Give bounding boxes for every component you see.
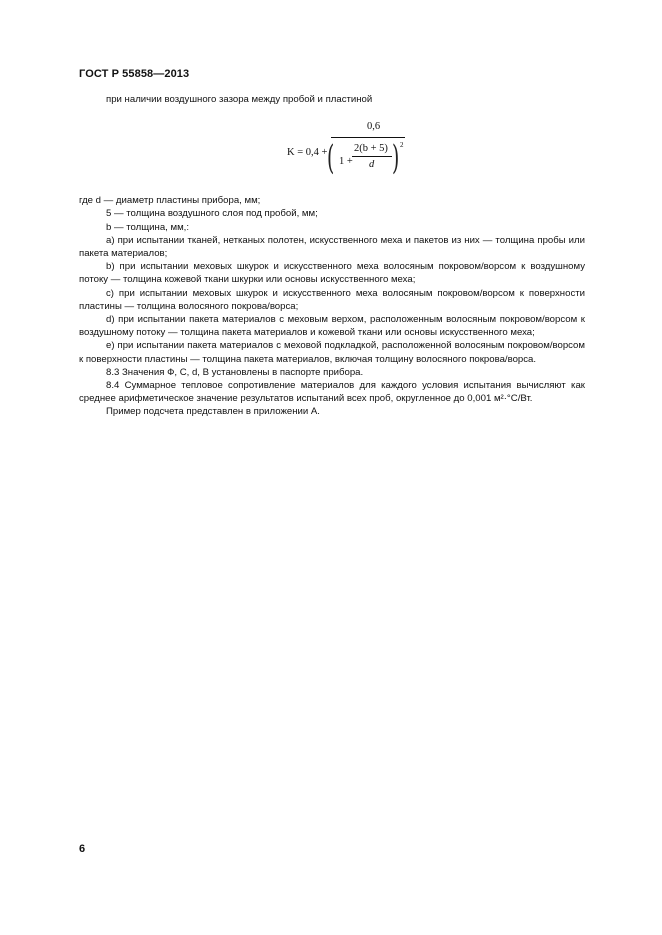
document-header: ГОСТ Р 55858—2013: [79, 68, 190, 80]
document-body: [79, 93, 585, 419]
page-number: 6: [79, 843, 86, 855]
clause-8-3: 8.3 Значения Ф, C, d, B установлены в паспорте прибора.: [106, 366, 364, 378]
example-reference: Пример подсчета представлен в приложении А.: [106, 406, 320, 418]
clause-8-4: 8.4 Суммарное тепловое сопротивление материалов для каждого условия испытания вычисляют как среднее арифметическое значение результатов испытаний всех проб, округленное до 0,001 м²·°С/Вт.: [79, 380, 585, 405]
formula-inner-denominator: d: [369, 159, 375, 171]
item-c: c) при испытании меховых шкурок и искусственного меха волосяным покровом/ворсом к поверхности пластины — толщина волосяного покрова/ворса;: [79, 287, 585, 312]
formula-inner-one: 1 +: [339, 156, 353, 168]
item-e: e) при испытании пакета материалов с меховой подкладкой, расположенной волосяным покровом/ворсом к поверхности пластины — толщина пакета материалов, включая толщину волосяного покрова/ворса.: [79, 340, 585, 365]
formula-numerator: 0,6: [367, 121, 381, 133]
definition-d: где d — диаметр пластины прибора, мм;: [79, 195, 261, 207]
formula-lhs: K = 0,4 +: [287, 147, 328, 159]
item-d: d) при испытании пакета материалов с меховым верхом, расположенным волосяным покровом/ворсом к воздушному потоку — толщина пакета материалов и кожевой ткани или основы искусственного меха;: [79, 314, 585, 339]
formula-inner-numerator: 2(b + 5): [354, 143, 388, 155]
definition-b: b — толщина, мм,:: [106, 221, 190, 233]
formula-inner-fraction-line: [352, 156, 392, 157]
definition-five: 5 — толщина воздушного слоя под пробой, мм;: [106, 208, 318, 220]
formula-k: [79, 115, 585, 191]
formula-left-paren: (: [326, 138, 335, 179]
item-b: b) при испытании меховых шкурок и искусственного меха волосяным покровом/ворсом к воздушному потоку — толщина кожевой ткани шкурки или основы искусственного меха;: [79, 261, 585, 286]
item-a: a) при испытании тканей, нетканых полотен, искусственного меха и пакетов из них — толщина пробы или пакета материалов;: [79, 234, 585, 260]
formula-right-paren: ): [391, 138, 400, 179]
formula-exponent: 2: [400, 141, 404, 150]
intro-paragraph: при наличии воздушного зазора между пробой и пластиной: [106, 94, 373, 105]
